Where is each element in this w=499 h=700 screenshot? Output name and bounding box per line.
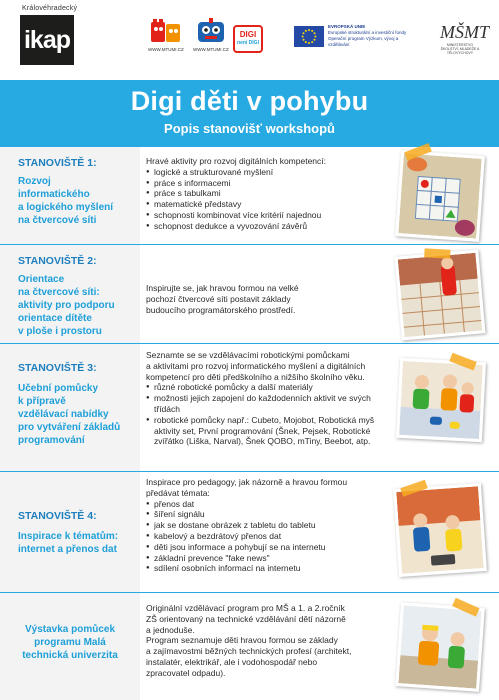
msmt-text: MINISTERSTVO ŠKOLSTVÍ, MLÁDEŽE A TĚLOVÝCHOVY: [440, 43, 480, 55]
list-item: ● schopnost dedukce a vyvozování závěrů: [146, 221, 386, 232]
station-1-body: [146, 156, 386, 232]
station-3: [0, 344, 499, 472]
eu-line-2: Operační program Výzkum, vývoj a vzdělávání: [328, 36, 399, 47]
station-2-body: Inspirujte se, jak hravou formou na velké pochozí čtvercové síti postavit základy budoucího programátorského prostředí.: [146, 283, 299, 315]
exhibition-name: Výstavka pomůcek programu Malá technická univerzita: [22, 624, 118, 661]
exhibition-section: [0, 593, 499, 700]
page-title: Digi děti v pohybu: [130, 86, 369, 116]
station-1-intro: Hravé aktivity pro rozvoj digitálních kompetencí:: [146, 156, 326, 166]
list-item: ● jak se dostane obrázek z tabletu do tabletu: [146, 520, 394, 531]
eu-text: [328, 24, 416, 48]
list-item: ● práce s tabulkami: [146, 188, 386, 199]
partner-logo-2-caption: WWW.MTUMI.CZ: [193, 47, 229, 52]
station-1-bullets: [146, 167, 386, 232]
title-banner: [0, 80, 499, 147]
station-3-bullets: [146, 382, 394, 447]
partner-logo-1: [148, 18, 184, 52]
robot-face-icon: [195, 18, 227, 44]
station-2-name: Orientace na čtvercové síti: aktivity pro podporu orientace dítěte v ploše i prostoru: [18, 274, 115, 337]
region-label: Královéhradecký: [22, 5, 78, 12]
data-transfer-image: [396, 486, 484, 574]
partner-logo-2: [193, 18, 229, 52]
exhibition-photo: [395, 602, 485, 692]
eu-flag-icon: [294, 26, 324, 47]
list-item: ● sdílení osobních informací na internetu: [146, 563, 394, 574]
station-1: [0, 147, 499, 245]
station-4: [0, 472, 499, 593]
floor-grid-image: [398, 253, 483, 338]
technical-university-image: [398, 605, 481, 688]
header: [0, 0, 499, 80]
msmt-mark: MŠMT: [440, 22, 489, 42]
station-4-photo: [393, 483, 487, 577]
digi-logo: [233, 25, 263, 53]
list-item: ● schopnosti kombinovat více kritérií najednou: [146, 210, 386, 221]
list-item: ● kabelový a bezdrátový přenos dat: [146, 531, 394, 542]
station-3-body: Seznamte se se vzdělávacími robotickými pomůckami a aktivitami pro rozvoj informatického myšlení a digitálních kompetencí pro děti předškolního a nižšího školního věku. ● různé robotické pomůcky a další materiály ● možnosti jejich zapojení do každodenních aktivit ve svých třídách ● robotické pomůcky např.: Cubeto, Mojobot, Robotická myš aktivity set, První programování (Šnek, Pejsek, Robotické zvířátko (Liška, Narval), Šnek QOBO, mTiny, Beebot, atp.: [146, 350, 394, 447]
ikap-logo: ikap: [20, 15, 74, 65]
list-item: ● logické a strukturované myšlení: [146, 167, 386, 178]
station-2-photo: [394, 249, 485, 340]
list-item: ● základní prevence "fake news": [146, 553, 394, 564]
station-4-body: Inspirace pro pedagogy, jak názorně a hravou formou předávat témata: ● přenos dat ● šíření signálu ● jak se dostane obrázek z tabletu do tabletu ● kabelový a bezdrátový přenos dat ● děti jsou informace a pohybují se na internetu ● základní prevence "fake news" ● sdílení osobních informací na internetu: [146, 477, 394, 574]
station-3-title: STANOVIŠTĚ 3:: [18, 362, 97, 374]
tape-decoration: [424, 248, 450, 258]
list-item: ● robotické pomůcky např.: Cubeto, Mojobot, Robotická myš aktivity set, První programování (Šnek, Pejsek, Robotické zvířátko (Liška, Narval), Šnek QOBO, mTiny, Beebot, atp.: [146, 415, 394, 447]
eu-title: EVROPSKÁ UNIE: [328, 24, 366, 29]
station-1-photo: [395, 150, 485, 242]
station-4-title: STANOVIŠTĚ 4:: [18, 510, 97, 522]
list-item: ● přenos dat: [146, 499, 394, 510]
station-4-name: Inspirace k tématům: internet a přenos dat: [18, 531, 119, 555]
station-1-title: STANOVIŠTĚ 1:: [18, 157, 97, 169]
station-4-bullets: [146, 499, 394, 575]
station-3-name: Učební pomůcky k přípravě vzdělávací nabídky pro vytváření základů programování: [18, 383, 121, 446]
list-item: ● možnosti jejich zapojení do každodenních aktivit ve svých třídách: [146, 393, 394, 415]
digi-logo-bottom: není DIGI: [237, 40, 259, 46]
page-subtitle: Popis stanovišť workshopů: [164, 121, 335, 136]
station-2: [0, 245, 499, 344]
partner-logo-1-caption: WWW.MTUMI.CZ: [148, 47, 184, 52]
msmt-logo: [440, 22, 489, 55]
exhibition-body: Originální vzdělávací program pro MŠ a 1. a 2.ročník ZŠ orientovaný na technické vzdělávání dětí názorně a jednoduše. Program seznamuje děti hravou formou se základy a zajímavostmi běžných technických profesí (architekt, instalatér, elektrikář, ale i vodohospodář nebo zpracovatel odpadu).: [146, 603, 352, 678]
robotic-aids-image: [399, 361, 483, 439]
list-item: ● různé robotické pomůcky a další materiály: [146, 382, 394, 393]
list-item: ● děti jsou informace a pohybují se na internetu: [146, 542, 394, 553]
eu-line-1: Evropské strukturální a investiční fondy: [328, 30, 407, 35]
list-item: ● šíření signálu: [146, 509, 394, 520]
station-1-name: Rozvoj informatického a logického myšlení na čtvercové síti: [18, 176, 114, 226]
robot-blocks-icon: [150, 18, 182, 44]
eu-logo: [294, 24, 416, 48]
digi-logo-top: DIGI: [239, 30, 257, 39]
grid-game-image: [398, 153, 481, 238]
list-item: ● matematické představy: [146, 199, 386, 210]
station-3-photo: [396, 358, 486, 442]
station-2-title: STANOVIŠTĚ 2:: [18, 255, 97, 267]
list-item: ● práce s informacemi: [146, 178, 386, 189]
